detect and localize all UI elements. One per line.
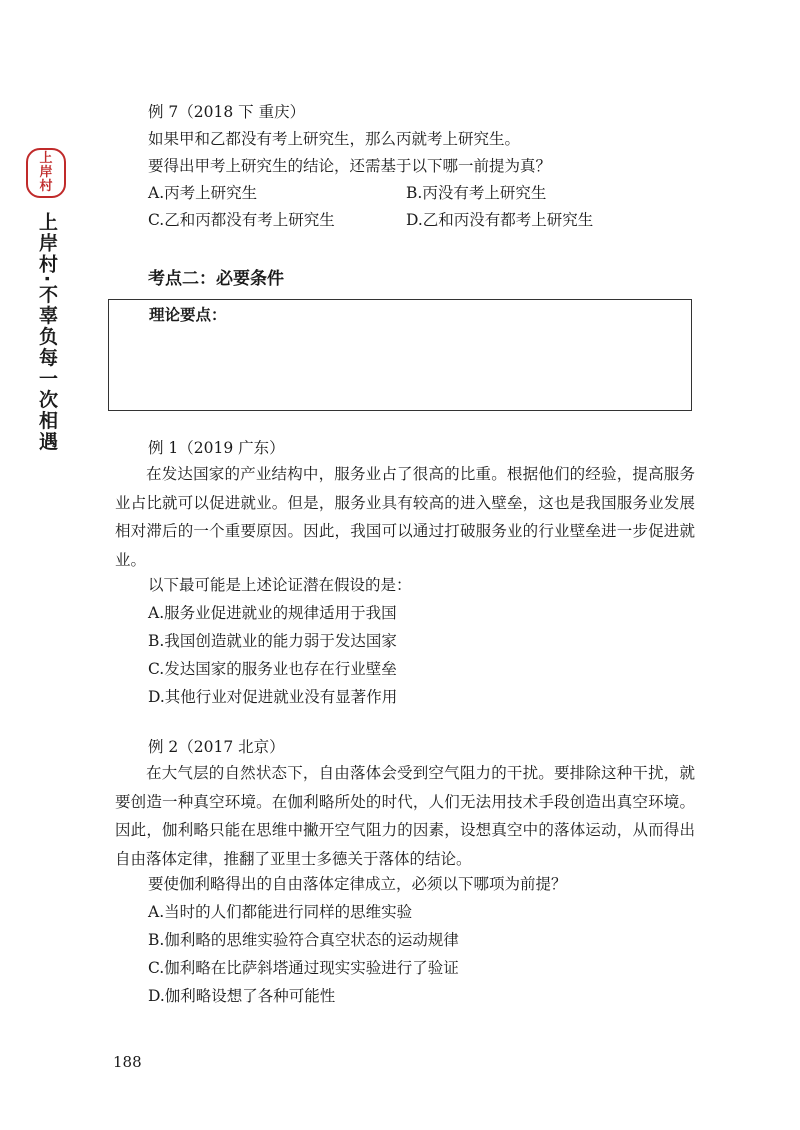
- example-7-option-c: C.乙和丙都没有考上研究生: [148, 211, 335, 229]
- example-7-option-d: D.乙和丙没有都考上研究生: [406, 211, 594, 229]
- example-1-option-d: D.其他行业对促进就业没有显著作用: [148, 688, 398, 706]
- example-7-option-a: A.丙考上研究生: [148, 184, 258, 202]
- side-slogan: 上岸村·不辜负每一次相遇: [36, 212, 58, 453]
- example-1-option-c: C.发达国家的服务业也存在行业壁垒: [148, 660, 397, 678]
- section-heading: 考点二：必要条件: [148, 269, 284, 289]
- example-7-option-b: B.丙没有考上研究生: [406, 184, 547, 202]
- example-2-paragraph: 在大气层的自然状态下，自由落体会受到空气阻力的干扰。要排除这种干扰，就要创造一种真空环境。在伽利略所处的时代，人们无法用技术手段创造出真空环境。因此，伽利略只能在思维中撇开空气阻力的因素，设想真空中的落体运动，从而得出自由落体定律，推翻了亚里士多德关于落体的结论。: [115, 764, 695, 868]
- brand-seal: 上 岸 村: [26, 148, 66, 198]
- side-banner: [26, 148, 70, 452]
- example-2-option-d: D.伽利略设想了各种可能性: [148, 987, 336, 1005]
- example-7-label: 例 7（2018 下 重庆）: [148, 103, 306, 121]
- example-2-option-c: C.伽利略在比萨斜塔通过现实实验进行了验证: [148, 959, 459, 977]
- example-1-option-b: B.我国创造就业的能力弱于发达国家: [148, 632, 397, 650]
- theory-box: [108, 299, 692, 411]
- example-2-question: 要使伽利略得出的自由落体定律成立，必须以下哪项为前提？: [148, 875, 567, 893]
- example-7-stem-1: 如果甲和乙都没有考上研究生，那么丙就考上研究生。: [148, 130, 521, 148]
- example-2-option-b: B.伽利略的思维实验符合真空状态的运动规律: [148, 931, 459, 949]
- theory-box-title: 理论要点：: [149, 306, 227, 324]
- example-1-label: 例 1（2019 广东）: [148, 439, 285, 457]
- example-2-option-a: A.当时的人们都能进行同样的思维实验: [148, 903, 413, 921]
- example-7-stem-2: 要得出甲考上研究生的结论，还需基于以下哪一前提为真？: [148, 157, 552, 175]
- example-1-option-a: A.服务业促进就业的规律适用于我国: [148, 604, 397, 622]
- example-1-question: 以下最可能是上述论证潜在假设的是：: [148, 576, 412, 594]
- page-number: 188: [113, 1053, 142, 1071]
- example-2-label: 例 2（2017 北京）: [148, 738, 285, 756]
- example-1-paragraph: 在发达国家的产业结构中，服务业占了很高的比重。根据他们的经验，提高服务业占比就可以促进就业。但是，服务业具有较高的进入壁垒，这也是我国服务业发展相对滞后的一个重要原因。因此，我国可以通过打破服务业的行业壁垒进一步促进就业。: [115, 465, 695, 569]
